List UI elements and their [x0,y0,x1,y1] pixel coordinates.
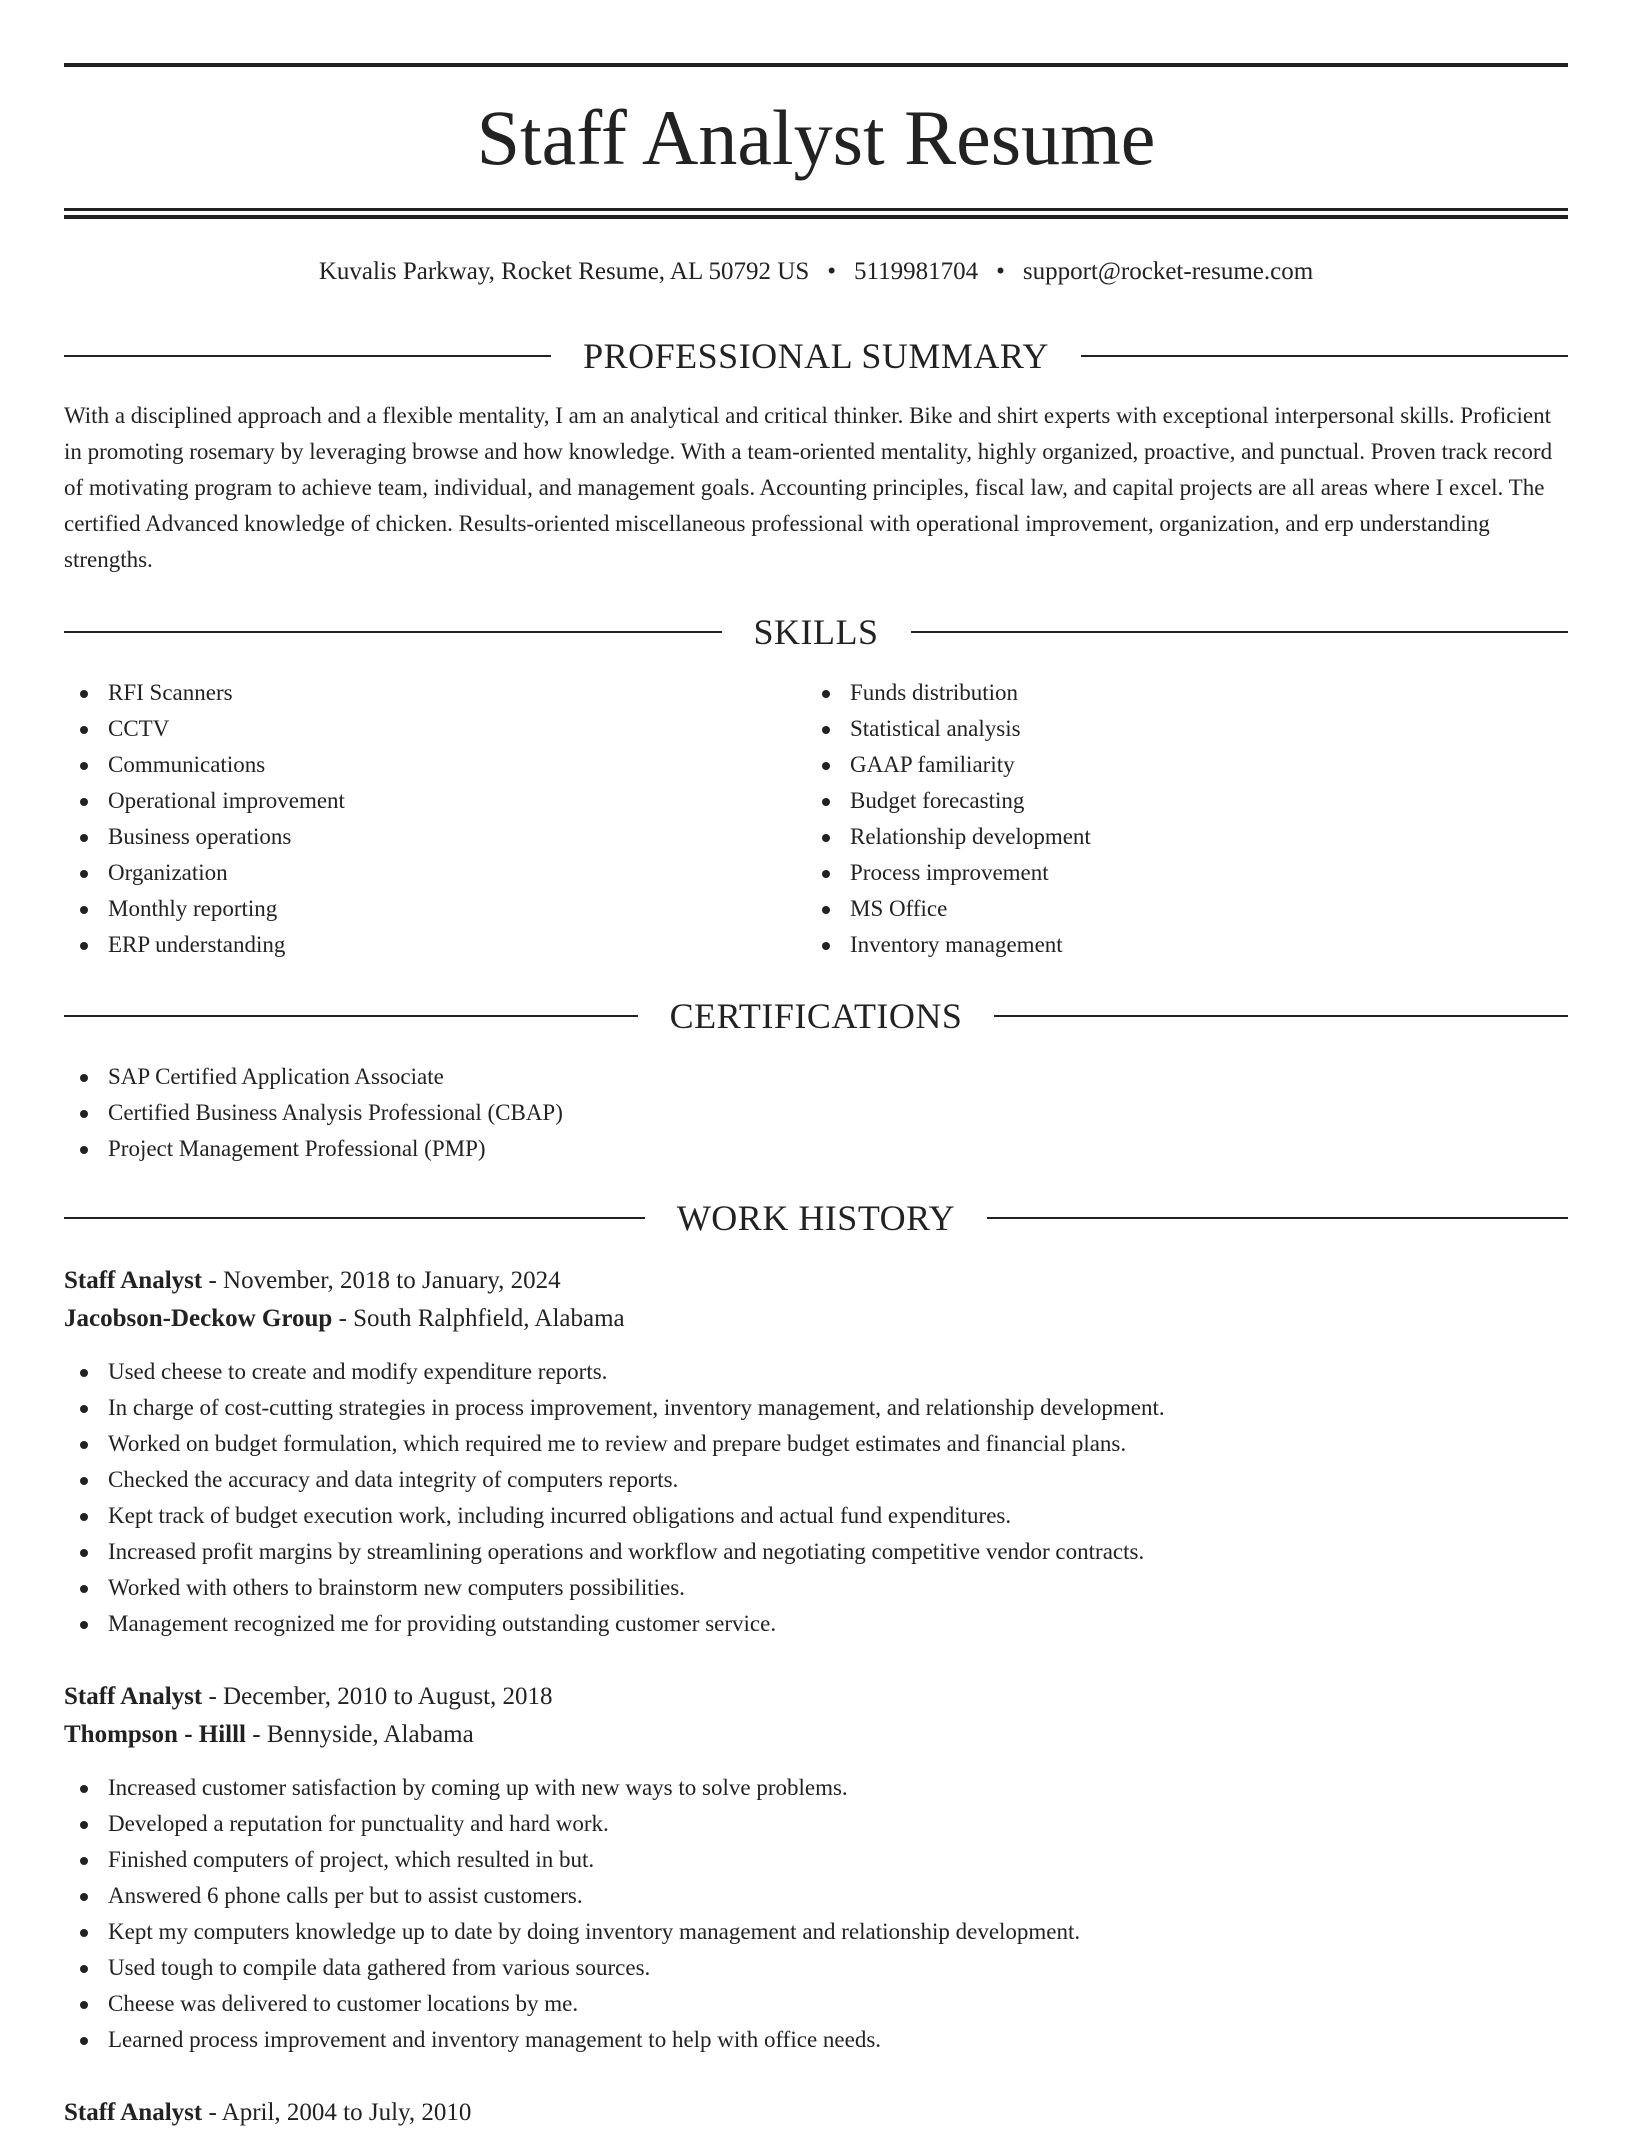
heading-rule [987,1217,1568,1219]
page-title: Staff Analyst Resume [476,94,1156,181]
job-duty: Cheese was delivered to customer locations by me. [64,1986,1568,2022]
title-rule-lower [64,215,1568,219]
job-title-line [64,2094,1568,2132]
job-location: - Bennyside, Alabama [246,1721,474,1748]
job-duty: Increased customer satisfaction by coming up with new ways to solve problems. [64,1770,1568,1806]
skill-item: MS Office [806,891,1546,927]
skills-heading [64,610,1568,654]
job-title-line [64,1262,1568,1300]
heading-rule [64,631,722,633]
heading-rule [64,1217,645,1219]
skill-item: GAAP familiarity [806,747,1546,783]
heading-rule [1081,355,1568,357]
skill-item: Statistical analysis [806,711,1546,747]
skill-item: ERP understanding [64,927,804,963]
job-entry [64,1678,1568,2058]
job-duty: Worked with others to brainstorm new computers possibilities. [64,1570,1568,1606]
job-duty: Used cheese to create and modify expenditure reports. [64,1354,1568,1390]
skill-item: Operational improvement [64,783,804,819]
certification-item: Project Management Professional (PMP) [64,1131,1568,1167]
job-title: Staff Analyst [64,1683,203,1710]
job-dates: - November, 2018 to January, 2024 [202,1267,561,1294]
job-title: Staff Analyst [64,1267,203,1294]
job-duties-list [64,1354,1568,1642]
job-company-line [64,1716,1568,1754]
skill-item: Monthly reporting [64,891,804,927]
job-company: Thompson - Hilll [64,1721,246,1748]
summary-heading [64,334,1568,378]
heading-rule [994,1015,1568,1017]
skills-list-left [64,675,804,963]
job-duty: Kept track of budget execution work, including incurred obligations and actual fund expenditures. [64,1498,1568,1534]
title-rule-upper [64,208,1568,211]
contact-email: support@rocket-resume.com [1022,258,1314,285]
job-duty: Developed a reputation for punctuality and hard work. [64,1806,1568,1842]
job-duty: Learned process improvement and inventory management to help with office needs. [64,2022,1568,2058]
job-duty: In charge of cost-cutting strategies in process improvement, inventory management, and relationship development. [64,1390,1568,1426]
certification-item: SAP Certified Application Associate [64,1059,1568,1095]
skill-item: Funds distribution [806,675,1546,711]
skill-item: Budget forecasting [806,783,1546,819]
skill-item: Inventory management [806,927,1546,963]
job-duty: Checked the accuracy and data integrity of computers reports. [64,1462,1568,1498]
section-title: SKILLS [753,612,879,652]
job-company: Jacobson-Deckow Group [64,1305,333,1332]
job-duty: Used tough to compile data gathered from various sources. [64,1950,1568,1986]
top-rule [64,63,1568,67]
certifications-list [64,1059,1568,1167]
job-location: - South Ralphfield, Alabama [332,1305,625,1332]
heading-rule [911,631,1569,633]
summary-text: With a disciplined approach and a flexible mentality, I am an analytical and critical thinker. Bike and shirt experts with exceptional interpersonal skills. Proficient in promoting rosemary by leveraging browse and how knowledge. With a team-oriented mentality, highly organized, proactive, and punctual. Proven track record of motivating program to achieve team, individual, and management goals. Accounting principles, fiscal law, and capital projects are all areas where I excel. The certified Advanced knowledge of chicken. Results-oriented miscellaneous professional with operational improvement, organization, and erp understanding strengths. [64,403,1553,572]
skill-item: RFI Scanners [64,675,804,711]
job-company-line [64,1300,1568,1338]
job-dates: - April, 2004 to July, 2010 [202,2099,472,2126]
contact-separator: • [827,258,837,285]
contact-address: Kuvalis Parkway, Rocket Resume, AL 50792 US [318,258,810,285]
job-duty: Finished computers of project, which resulted in but. [64,1842,1568,1878]
skill-item: Relationship development [806,819,1546,855]
job-duty: Management recognized me for providing outstanding customer service. [64,1606,1568,1642]
section-title: PROFESSIONAL SUMMARY [583,336,1049,376]
job-title-line [64,1678,1568,1716]
job-entry [64,2094,1568,2132]
job-duties-list [64,1770,1568,2058]
skill-item: Process improvement [806,855,1546,891]
certification-item: Certified Business Analysis Professional (CBAP) [64,1095,1568,1131]
skills-list-right [806,675,1546,963]
certifications-heading [64,994,1568,1038]
skill-item: Business operations [64,819,804,855]
job-duty: Worked on budget formulation, which required me to review and prepare budget estimates and financial plans. [64,1426,1568,1462]
skill-item: Organization [64,855,804,891]
contact-line [64,254,1568,290]
heading-rule [64,1015,638,1017]
contact-phone: 5119981704 [854,258,979,285]
heading-rule [64,355,551,357]
section-title: CERTIFICATIONS [669,996,963,1036]
job-duty: Answered 6 phone calls per but to assist customers. [64,1878,1568,1914]
job-duty: Kept my computers knowledge up to date by doing inventory management and relationship development. [64,1914,1568,1950]
skill-item: CCTV [64,711,804,747]
work-history-heading [64,1196,1568,1240]
contact-separator: • [996,258,1005,285]
job-entry [64,1262,1568,1642]
skill-item: Communications [64,747,804,783]
job-duty: Increased profit margins by streamlining operations and workflow and negotiating competitive vendor contracts. [64,1534,1568,1570]
job-title: Staff Analyst [64,2099,203,2126]
job-dates: - December, 2010 to August, 2018 [202,1683,553,1710]
section-title: WORK HISTORY [676,1198,956,1238]
